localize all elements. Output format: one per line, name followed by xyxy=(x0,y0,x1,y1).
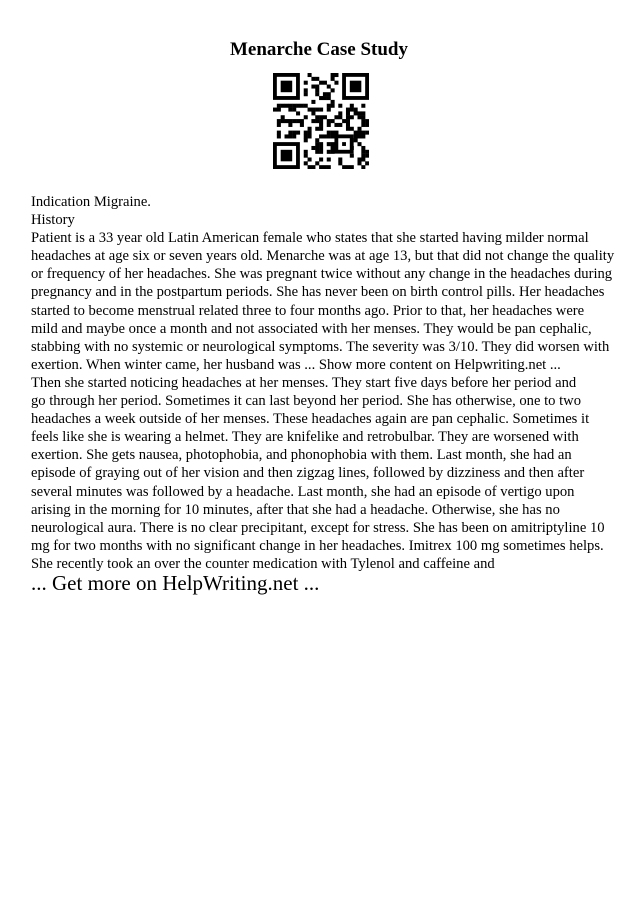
body-line: headaches a week outside of her menses. These headaches again are pan cephalic. Sometimes it xyxy=(31,411,590,428)
body-line: Indication Migraine. xyxy=(31,194,151,210)
body-line: go through her period. Sometimes it can last beyond her period. She has otherwise, one to two xyxy=(31,393,581,410)
qr-code-graphic xyxy=(273,73,369,169)
body-line: exertion. When winter came, her husband was ... Show more content on Helpwriting.net ... xyxy=(31,356,561,373)
body-line: Then she started noticing headaches at her menses. They start five days before her period and xyxy=(31,374,577,391)
body-line: She recently took an over the counter medication with Tylenol and caffeine and xyxy=(31,555,495,572)
body-line: several minutes was followed by a headache. Last month, she had an episode of vertigo upon xyxy=(31,483,575,500)
body-line: Patient is a 33 year old Latin American female who states that she started having milder normal xyxy=(31,230,589,247)
body-line: mild and maybe once a month and not associated with her menses. They would be pan cephalic, xyxy=(31,320,592,337)
body-line: feels like she is wearing a helmet. They are knifelike and retrobulbar. They are worsened with xyxy=(31,429,579,446)
body-line: arising in the morning for 10 minutes, after that she had a headache. Otherwise, she has no xyxy=(31,501,560,518)
get-more-link[interactable]: ... Get more on HelpWriting.net ... xyxy=(31,571,320,595)
qr-code xyxy=(273,73,369,169)
body-line: stabbing with no systemic or neurological symptoms. The severity was 3/10. They did worsen with xyxy=(31,338,610,355)
body-line: exertion. She gets nausea, photophobia, and phonophobia with them. Last month, she had an xyxy=(31,447,572,464)
body-line: headaches at age six or seven years old. Menarche was at age 13, but that did not change the quality xyxy=(31,248,615,265)
body-line: episode of graying out of her vision and then zigzag lines, followed by dizziness and then after xyxy=(31,465,585,482)
body-line: or frequency of her headaches. She was pregnant twice without any change in the headaches during xyxy=(31,266,613,283)
body-line: neurological aura. There is no clear precipitant, except for stress. She has been on amitriptyline 10 xyxy=(31,519,605,536)
document-title: Menarche Case Study xyxy=(229,39,409,60)
body-line: History xyxy=(31,212,75,229)
body-text xyxy=(31,193,615,573)
body-line: pregnancy and in the postpartum periods. She has never been on birth control pills. Her headaches xyxy=(31,284,605,301)
body-line: started to become menstrual related three to four months ago. Prior to that, her headaches were xyxy=(31,302,585,319)
body-line: mg for two months with no significant change in her headaches. Imitrex 100 mg sometimes helps. xyxy=(31,537,604,554)
